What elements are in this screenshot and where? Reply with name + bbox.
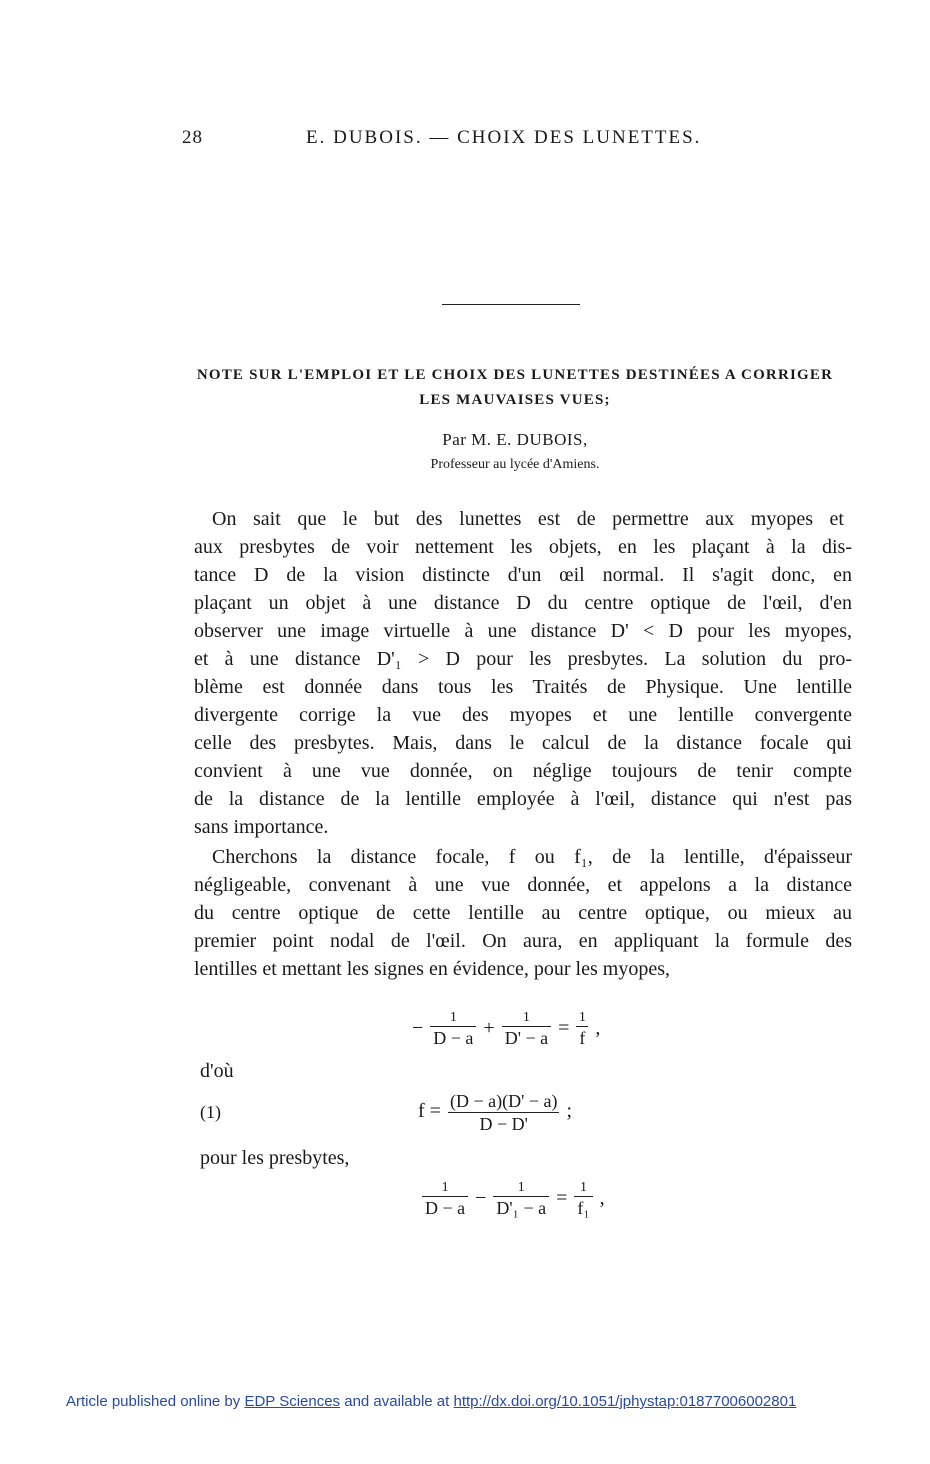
footer-middle: and available at (344, 1393, 450, 1410)
body-line: celle des presbytes. Mais, dans le calcul de la distance focale qui (194, 732, 852, 754)
footer-prefix: Article published online by (66, 1393, 241, 1410)
equals-sign: = (558, 1017, 570, 1040)
fraction-denominator: D' − a (504, 1028, 549, 1048)
fraction (448, 1090, 560, 1135)
body-line: de la distance de la lentille employée à l'œil, distance qui n'est pas (194, 788, 852, 810)
fraction-denominator: D − D' (479, 1114, 528, 1134)
fraction (502, 1010, 551, 1049)
article-title-line-1: NOTE SUR L'EMPLOI ET LE CHOIX DES LUNETTES DESTINÉES A CORRIGER (196, 367, 834, 383)
equation-myopes (412, 1010, 600, 1049)
body-line: blème est donnée dans tous les Traités de Physique. Une lentille (194, 676, 852, 698)
body-line: tance D de la vision distincte d'un œil normal. Il s'agit donc, en (194, 564, 852, 586)
fraction-numerator: (D − a)(D' − a) (449, 1091, 558, 1111)
equation-punctuation: , (595, 1017, 601, 1040)
author-byline: Par M. E. DUBOIS, (442, 430, 588, 449)
body-line: plaçant un objet à une distance D du centre optique de l'œil, d'en (194, 592, 852, 614)
fraction-numerator: 1 (576, 1010, 588, 1027)
equation-focal-myopes (418, 1090, 572, 1135)
page-number: 28 (182, 127, 203, 148)
equation-number: (1) (200, 1102, 221, 1122)
equation-punctuation: ; (566, 1100, 573, 1123)
fraction-denominator: f (579, 1028, 586, 1048)
minus-sign: − (475, 1187, 487, 1210)
body-line: négligeable, convenant à une vue donnée, et appelons a la distance (194, 874, 852, 896)
fraction-numerator: 1 (493, 1180, 549, 1197)
dou-label: d'où (200, 1060, 234, 1082)
author-affiliation: Professeur au lycée d'Amiens. (430, 457, 600, 472)
equals-sign: = (556, 1187, 568, 1210)
fraction-denominator: D − a (425, 1198, 466, 1218)
fraction-denominator: D − a (433, 1028, 474, 1048)
body-line: sans importance. (194, 816, 329, 838)
body-line: divergente corrige la vue des myopes et une lentille convergente (194, 704, 852, 726)
fraction-numerator: 1 (574, 1180, 592, 1197)
body-line: Cherchons la distance focale, f ou f₁, de la lentille, d'épaisseur (212, 846, 852, 868)
equation-punctuation: , (599, 1187, 605, 1210)
equation-presbytes (420, 1180, 605, 1219)
body-line: du centre optique de cette lentille au centre optique, ou mieux au (194, 902, 852, 924)
body-line: observer une image virtuelle à une distance D' < D pour les myopes, (194, 620, 852, 642)
fraction (493, 1180, 549, 1219)
publisher-link[interactable]: EDP Sciences (244, 1393, 341, 1410)
doi-link[interactable]: http://dx.doi.org/10.1051/jphystap:01877006002801 (453, 1393, 797, 1410)
running-head: E. DUBOIS. — CHOIX DES LUNETTES. (306, 127, 702, 148)
fraction-denominator: D'₁ − a (496, 1198, 547, 1218)
publication-footer (66, 1393, 796, 1410)
equation-lhs: f = (418, 1100, 441, 1123)
body-line: et à une distance D'₁ > D pour les presbytes. La solution du pro- (194, 648, 852, 670)
plus-sign: + (483, 1017, 495, 1040)
fraction (422, 1180, 468, 1219)
fraction-denominator: f₁ (577, 1198, 590, 1218)
fraction-numerator: 1 (430, 1010, 476, 1027)
fraction (430, 1010, 476, 1049)
fraction (574, 1180, 592, 1219)
fraction-numerator: 1 (422, 1180, 468, 1197)
body-line: lentilles et mettant les signes en évidence, pour les myopes, (194, 958, 670, 980)
section-rule (442, 304, 580, 305)
fraction (576, 1010, 588, 1049)
fraction-numerator: 1 (502, 1010, 551, 1027)
body-line: On sait que le but des lunettes est de permettre aux myopes et (212, 508, 844, 530)
article-title-line-2: LES MAUVAISES VUES; (419, 392, 611, 408)
body-line: aux presbytes de voir nettement les objets, en les plaçant à la dis- (194, 536, 852, 558)
minus-sign: − (412, 1017, 424, 1040)
presbytes-label: pour les presbytes, (200, 1147, 350, 1169)
body-line: convient à une vue donnée, on néglige toujours de tenir compte (194, 760, 852, 782)
body-line: premier point nodal de l'œil. On aura, en appliquant la formule des (194, 930, 852, 952)
